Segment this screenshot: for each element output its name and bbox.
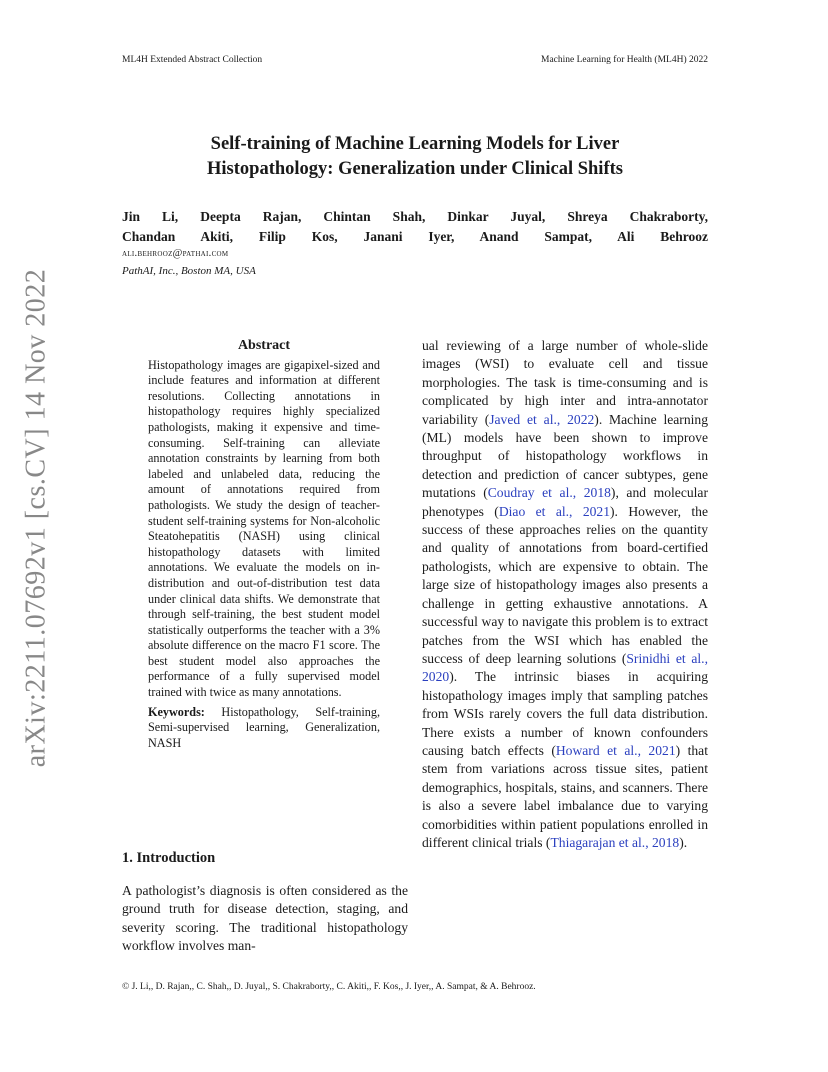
paper-title (122, 132, 708, 182)
intro-text-segment: ). The intrinsic biases in acquiring histopathology images imply that sampling patches from WSIs rarely covers the full data distribution. There exists a number of known confounders causing batch effects ( (422, 669, 708, 758)
citation-link[interactable]: Thiagarajan et al., 2018 (550, 834, 680, 850)
keywords-text: Histopathology, Self-training, Semi-supervised learning, Generalization, NASH (148, 704, 380, 750)
title-line-1: Self-training of Machine Learning Models for Liver (210, 134, 620, 154)
intro-text-segment: ). Machine learning (ML) models have been shown to improve throughput of histopathology workflows in detection and prediction of cancer subtypes, gene mutations ( (422, 411, 708, 501)
intro-text-segment: ). However, the success of these approaches relies on the quantity and quality of annotations from board-certified pathologists, which are expensive to obtain. The large size of histopathology images also presents a challenge in getting exhaustive annotations. A successful way to navigate this problem is to extract patches from the WSI which has enabled the success of deep learning solutions ( (422, 503, 708, 666)
intro-text-segment: ). (679, 834, 688, 850)
intro-text-segment: ual reviewing of a large number of whole-slide images (WSI) to evaluate cell and tissue morphologies. The task is time-consuming and is complicated by high inter and intra-annotator variability ( (422, 338, 708, 427)
arxiv-stamp (10, 268, 62, 768)
affiliation: PathAI, Inc., Boston MA, USA (122, 265, 256, 277)
section-heading-introduction: 1. Introduction (122, 850, 216, 866)
running-header-right: Machine Learning for Health (ML4H) 2022 (541, 55, 708, 65)
title-line-2: Histopathology: Generalization under Clinical Shifts (207, 159, 623, 179)
abstract-section (148, 338, 380, 751)
citation-link[interactable]: Javed et al., 2022 (489, 411, 595, 427)
citation-link[interactable]: Srinidhi et al., 2020 (422, 650, 708, 685)
keywords-label: Keywords: (148, 704, 205, 719)
citation-link[interactable]: Howard et al., 2021 (555, 742, 676, 758)
citation-link[interactable]: Coudray et al., 2018 (487, 485, 611, 501)
abstract-heading: Abstract (237, 338, 291, 353)
intro-text-segment: ), and molecular phenotypes ( (422, 485, 708, 519)
copyright-footer: © J. Li,, D. Rajan,, C. Shah,, D. Juyal,, S. Chakraborty,, C. Akiti,, F. Kos,, J. Iyer,, A. Sampat, & A. Behrooz. (122, 982, 536, 992)
running-header-left: ML4H Extended Abstract Collection (122, 55, 263, 65)
arxiv-stamp-text: arXiv:2211.07692v1 [cs.CV] 14 Nov 2022 (20, 268, 51, 768)
author-list (122, 207, 708, 247)
authors-line-2: Chandan Akiti, Filip Kos, Janani Iyer, Anand Sampat, Ali Behrooz (122, 229, 708, 244)
intro-text-segment: ) that stem from variations across tissue sites, patient demographics, hospitals, stains, and scanners. There is also a severe label imbalance due to varying comorbidities within patient populations enrolled in different clinical trials ( (422, 742, 708, 850)
authors-line-1: Jin Li, Deepta Rajan, Chintan Shah, Dinkar Juyal, Shreya Chakraborty, (122, 209, 708, 224)
keywords (148, 705, 380, 752)
intro-right-text (422, 337, 708, 852)
citation-link[interactable]: Diao et al., 2021 (498, 503, 611, 519)
abstract-text: Histopathology images are gigapixel-sized and include features and information at different resolutions. Collecting annotations in histopathology requires highly specialized pathologists, making it expensive and time-consuming. Self-training can alleviate annotation constraints by learning from both labeled and unlabeled data, reducing the amount of annotations required from pathologists. We study the design of teacher-student self-training systems for Non-alcoholic Steatohepatitis (NASH) using clinical histopathology datasets with limited annotations. We evaluate the models on in-distribution and out-of-distribution test data under clinical data shifts. We demonstrate that through self-training, the best student model statistically outperforms the teacher with a 3% absolute difference on the macro F1 score. The best student model also approaches the performance of a fully supervised model trained with twice as many annotations. (148, 357, 380, 700)
intro-left-text: A pathologist’s diagnosis is often considered as the ground truth for disease detection, staging, and severity scoring. The traditional histopathology workflow involves man- (122, 883, 408, 954)
author-email: ali.behrooz@pathai.com (122, 248, 229, 259)
